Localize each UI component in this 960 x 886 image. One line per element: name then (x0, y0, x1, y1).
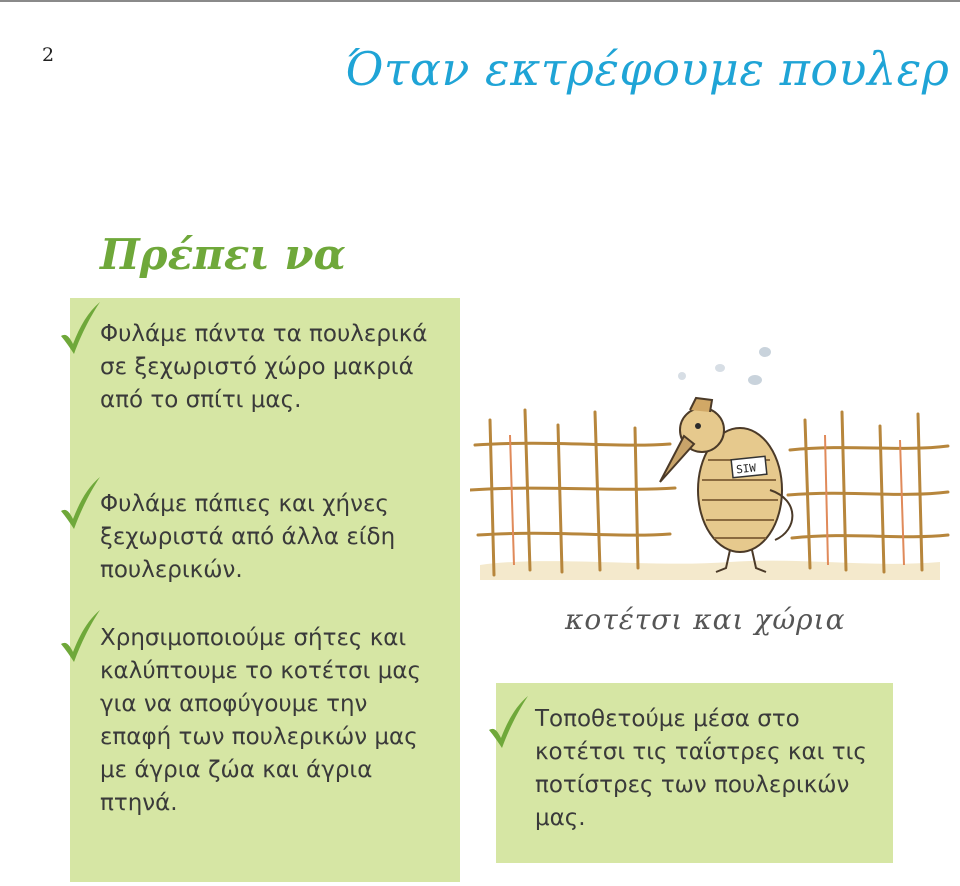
list-item: Τοποθετούμε μέσα στο κοτέτσι τις ταΐστρες και τις ποτίστρες των πουλερικών μας. (535, 706, 867, 831)
checkmark-icon (58, 475, 102, 531)
checkmark-icon (486, 694, 530, 750)
bird-badge: SIW (735, 461, 757, 477)
list-item: Φυλάμε πάντα τα πουλερικά σε ξεχωριστό χώρο μακριά από το σπίτι μας. (100, 321, 428, 413)
page-title: Όταν εκτρέφουμε πουλερ (345, 42, 950, 96)
list-item: Χρησιμοποιούμε σήτες και καλύπτουμε το κοτέτσι μας για να αποφύγουμε την επαφή των πουλερικών μας με άγρια ζώα και άγρια πτηνά. (100, 625, 422, 816)
page-number: 2 (42, 44, 55, 66)
list-item: Φυλάμε πάπιες και χήνες ξεχωριστά από άλλα είδη πουλερικών. (100, 491, 396, 583)
top-rule (0, 0, 960, 2)
illustration-caption: κοτέτσι και χώρια (565, 603, 846, 636)
checkmark-icon (58, 608, 102, 664)
checkmark-icon (58, 300, 102, 356)
section-heading: Πρέπει να (100, 230, 346, 279)
